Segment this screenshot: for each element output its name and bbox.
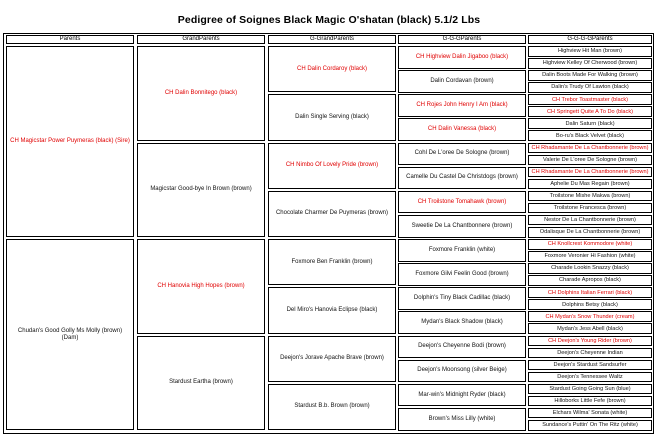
gggg-parent-cell: CH Springett Quite A To Do (black) (528, 106, 652, 117)
great-grandparent-cell: Stardust B.b. Brown (brown) (268, 384, 396, 430)
gggg-parent-cell: Sundance's Puttin' On The Ritz (white) (528, 420, 652, 431)
great-grandparent-cell: CH Dalin Cordaroy (black) (268, 46, 396, 92)
ggg-parent-cell: Foxmore Gilvi Feelin Good (brown) (398, 263, 526, 286)
gggg-parent-cell: Charade Apropos (black) (528, 275, 652, 286)
gggg-parent-cell: Stardust Going Going Sun (blue) (528, 384, 652, 395)
ggg-parent-cell: Sweetie De La Chantbonnere (brown) (398, 215, 526, 238)
gggg-parent-cell: CH Knollcrest Kommodore (white) (528, 239, 652, 250)
ggg-parent-cell: Foxmore Franklin (white) (398, 239, 526, 262)
pedigree-table (3, 33, 654, 434)
ggg-parent-cell: Dolphin's Tiny Black Cadillac (black) (398, 287, 526, 310)
gggg-parent-cell: Dalin Saturn (black) (528, 118, 652, 129)
gggg-parent-cell: Odalisque De La Chantbonnerie (brown) (528, 227, 652, 238)
gggg-parent-cell: Troilstone Francesca (brown) (528, 203, 652, 214)
great-grandparent-cell: Foxmore Ben Franklin (brown) (268, 239, 396, 285)
gggg-parent-cell: CH Deejon's Young Rider (brown) (528, 336, 652, 347)
ggg-parent-cell: CH Troilstone Tomahawk (brown) (398, 191, 526, 214)
gggg-parent-cell: Deejon's Stardust Sandsurfer (528, 360, 652, 371)
ggg-parent-cell: Deejon's Cheyenne Bodi (brown) (398, 336, 526, 359)
gggg-parent-cell: CH Mydan's Snow Thunder (cream) (528, 311, 652, 322)
gggg-parent-cell: CH Rhadamante De La Chantbonnerie (brown) (528, 167, 652, 178)
header-g-grandparents: G-GrandParents (268, 35, 396, 44)
ggg-parent-cell: Cohl De L'oree De Sologne (brown) (398, 143, 526, 166)
gggg-parent-cell: Valerie De L'oree De Sologne (brown) (528, 155, 652, 166)
gggg-parent-cell: Dalin Boots Made For Walking (brown) (528, 70, 652, 81)
gggg-parent-cell: Deejon's Tennessee Waltz (528, 372, 652, 383)
gggg-parent-cell: Charade Lookin Snazzy (black) (528, 263, 652, 274)
ggg-parent-cell: Mar-win's Midnight Ryder (black) (398, 384, 526, 407)
grandparent-cell: CH Dalin Bonnitego (black) (137, 46, 265, 141)
parent-cell: Chudan's Good Golly Ms Molly (brown) (Dam) (6, 239, 134, 430)
gggg-parent-cell: Nestor De La Chantbonnerie (brown) (528, 215, 652, 226)
gggg-parent-cell: Hilloborks Little Fefe (brown) (528, 396, 652, 407)
ggg-parent-cell: Deejon's Moonsong (silver Beige) (398, 360, 526, 383)
header-grandparents: GrandParents (137, 35, 265, 44)
header-g-g-gparents: G-G-GParents (398, 35, 526, 44)
parent-cell: CH Magicstar Power Puymeras (black) (Sire) (6, 46, 134, 237)
gggg-parent-cell: Troilstone Mishe Makwa (brown) (528, 191, 652, 202)
great-grandparent-cell: Dalin Single Serving (black) (268, 94, 396, 140)
ggg-parent-cell: Brown's Miss Lilly (white) (398, 408, 526, 431)
gggg-parent-cell: Foxmore Veronier Hi Fashion (white) (528, 251, 652, 262)
ggg-parent-cell: CH Highview Dalin Jigaboo (black) (398, 46, 526, 69)
gggg-parent-cell: Aphelie Du Mas Regain (brown) (528, 179, 652, 190)
gggg-parent-cell: Highview Hit Man (brown) (528, 46, 652, 57)
ggg-parent-cell: CH Dalin Vanessa (black) (398, 118, 526, 141)
gggg-parent-cell: Mydan's Jess Abell (black) (528, 323, 652, 334)
grandparent-cell: Magicstar Good-bye In Brown (brown) (137, 143, 265, 238)
grandparent-cell: Stardust Eartha (brown) (137, 336, 265, 431)
ggg-parent-cell: Mydan's Black Shadow (black) (398, 311, 526, 334)
gggg-parent-cell: Elchars Wilma' Sonata (white) (528, 408, 652, 419)
gggg-parent-cell: Dalin's Trudy Of Lawton (black) (528, 82, 652, 93)
ggg-parent-cell: Dalin Cordavan (brown) (398, 70, 526, 93)
great-grandparent-cell: Del Miro's Hanovia Eclipse (black) (268, 287, 396, 333)
gggg-parent-cell: Bo-ru's Black Velvet (black) (528, 130, 652, 141)
gggg-parent-cell: Highview Kelley Of Cherwood (brown) (528, 58, 652, 69)
gggg-parent-cell: Dolphins Betsy (black) (528, 299, 652, 310)
ggg-parent-cell: Camelle Du Castel De Christdogs (brown) (398, 167, 526, 190)
gggg-parent-cell: Deejon's Cheyenne Indian (528, 348, 652, 359)
great-grandparent-cell: CH Nimbo Of Lovely Pride (brown) (268, 143, 396, 189)
great-grandparent-cell: Chocolate Charmer De Puymeras (brown) (268, 191, 396, 237)
header-g-g-g-gparents: G-G-G-GParents (528, 35, 652, 44)
ggg-parent-cell: CH Rojes John Henry I Am (black) (398, 94, 526, 117)
grandparent-cell: CH Hanovia High Hopes (brown) (137, 239, 265, 334)
gggg-parent-cell: CH Rhadamante De La Chantbonnerie (brown) (528, 143, 652, 154)
gggg-parent-cell: CH Dolphins Italian Ferrari (black) (528, 287, 652, 298)
great-grandparent-cell: Deejon's Jorave Apache Brave (brown) (268, 336, 396, 382)
gggg-parent-cell: CH Trebor Toastmaster (black) (528, 94, 652, 105)
header-parents: Parents (6, 35, 134, 44)
page-title: Pedigree of Soignes Black Magic O'shatan (black) 5.1/2 Lbs (177, 14, 481, 26)
